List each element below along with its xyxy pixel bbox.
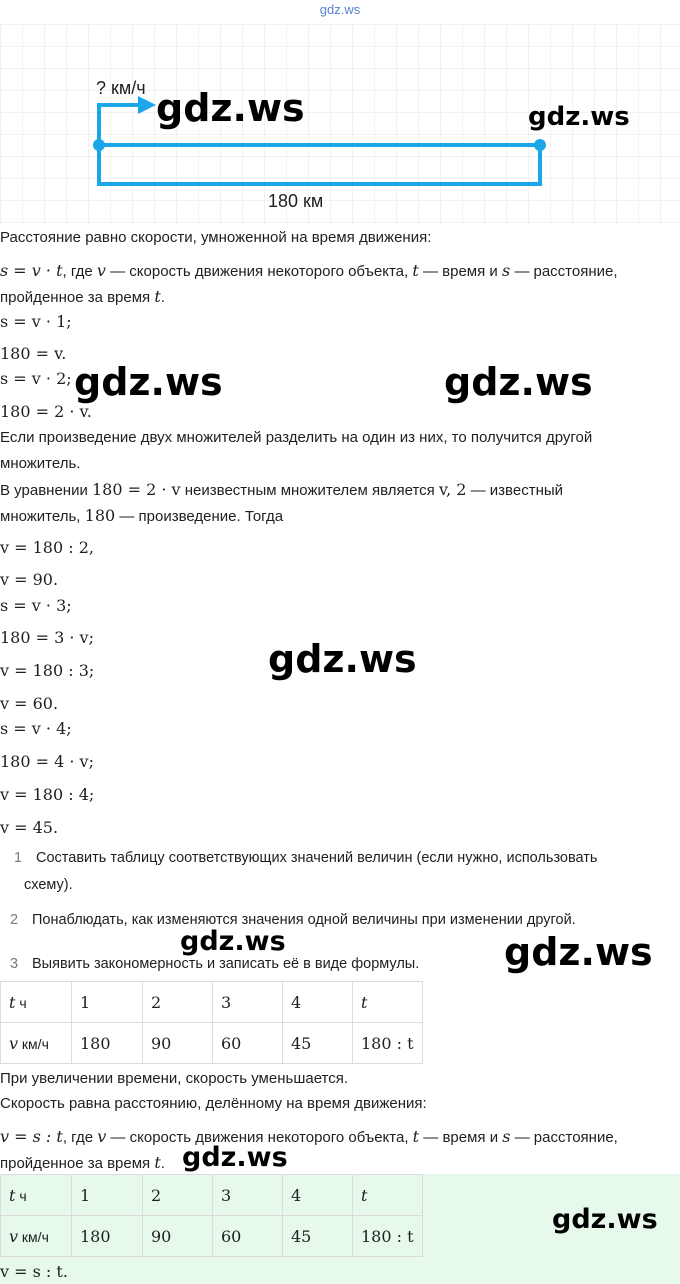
rule-equation-line2: множитель, 180 — произведение. Тогда [0, 506, 284, 525]
table-cell: 90 [143, 1216, 213, 1257]
conclusion-text: При увеличении времени, скорость уменьшается. [0, 1070, 349, 1087]
table-row [1, 1216, 423, 1257]
table-cell: 2 [143, 982, 213, 1023]
answer-formula: v = s : t. [0, 1262, 68, 1281]
watermark: gdz.ws [528, 102, 630, 132]
step-number: 1 [14, 850, 23, 866]
equation: s = v · 3; [0, 596, 72, 615]
step-item: 2 Понаблюдать, как изменяются значения одной величины при изменении другой. [10, 912, 576, 928]
table-row [1, 1023, 423, 1064]
step-number: 3 [10, 956, 19, 972]
answer-table [0, 1174, 423, 1257]
rule-equation-line1: В уравнении 180 = 2 · v неизвестным множителем является v, 2 — известный [0, 480, 564, 499]
table-cell: 4 [283, 982, 353, 1023]
table-cell: 180 [72, 1216, 143, 1257]
formula-distance-line1: s = v · t, где v — скорость движения некоторого объекта, t — время и s — расстояние, [0, 261, 618, 280]
table-header-cell: v км/ч [1, 1023, 72, 1064]
equation: s = v · 1; [0, 312, 72, 331]
distance-label: 180 км [268, 191, 324, 211]
table-cell: 60 [213, 1216, 283, 1257]
table-cell: 45 [283, 1023, 353, 1064]
rule-divide-line2: множитель. [0, 455, 81, 472]
equation: v = 60. [0, 694, 59, 713]
table-header-cell: t ч [1, 982, 72, 1023]
table-cell: 1 [72, 1175, 143, 1216]
formula-speed-line2: пройденное за время t. [0, 1153, 165, 1172]
table-cell: 3 [213, 982, 283, 1023]
equation: 180 = v. [0, 344, 67, 363]
step-item: 1 Составить таблицу соответствующих значений величин (если нужно, использовать [14, 850, 598, 866]
watermark: gdz.ws [182, 1142, 288, 1173]
formula-distance-line2: пройденное за время t. [0, 287, 165, 306]
watermark: gdz.ws [444, 360, 593, 404]
start-point [93, 139, 105, 151]
watermark: gdz.ws [504, 930, 653, 974]
table-cell: 180 [72, 1023, 143, 1064]
rule-distance: Расстояние равно скорости, умноженной на время движения: [0, 229, 432, 246]
equation: v = 90. [0, 570, 59, 589]
equation: 180 = 4 · v; [0, 752, 94, 771]
equation: v = 180 : 4; [0, 785, 95, 804]
table-cell: t [353, 1175, 423, 1216]
formula-speed-line1: v = s : t, где v — скорость движения некоторого объекта, t — время и s — расстояние, [0, 1127, 618, 1146]
table-cell: t [353, 982, 423, 1023]
equation: s = v · 4; [0, 719, 72, 738]
watermark: gdz.ws [268, 637, 417, 681]
rule-speed: Скорость равна расстоянию, делённому на время движения: [0, 1095, 427, 1112]
step-number: 2 [10, 912, 19, 928]
watermark: gdz.ws [156, 86, 305, 130]
table-cell: 60 [213, 1023, 283, 1064]
table-cell: 4 [283, 1175, 353, 1216]
table-row [1, 1175, 423, 1216]
table-cell: 2 [143, 1175, 213, 1216]
speed-label: ? км/ч [96, 78, 146, 98]
equation: 180 = 2 · v. [0, 402, 92, 421]
equation: 180 = 3 · v; [0, 628, 94, 647]
equation: v = 180 : 2, [0, 538, 94, 557]
step-item: 3 Выявить закономерность и записать её в виде формулы. [10, 956, 420, 972]
table-cell: 3 [213, 1175, 283, 1216]
speed-diagram [0, 24, 680, 224]
equation: v = 45. [0, 818, 59, 837]
values-table [0, 981, 423, 1064]
table-header-cell: v км/ч [1, 1216, 72, 1257]
watermark: gdz.ws [552, 1204, 658, 1235]
table-header-cell: t ч [1, 1175, 72, 1216]
watermark: gdz.ws [180, 926, 286, 957]
equation: v = 180 : 3; [0, 661, 95, 680]
step-item-continuation: схему). [24, 877, 73, 893]
table-row [1, 982, 423, 1023]
table-cell: 180 : t [353, 1023, 423, 1064]
equation: s = v · 2; [0, 369, 72, 388]
table-cell: 1 [72, 982, 143, 1023]
table-cell: 180 : t [353, 1216, 423, 1257]
site-link[interactable]: gdz.ws [319, 2, 361, 17]
end-point [534, 139, 546, 151]
table-cell: 45 [283, 1216, 353, 1257]
rule-divide-line1: Если произведение двух множителей разделить на один из них, то получится другой [0, 429, 593, 446]
table-cell: 90 [143, 1023, 213, 1064]
watermark: gdz.ws [74, 360, 223, 404]
